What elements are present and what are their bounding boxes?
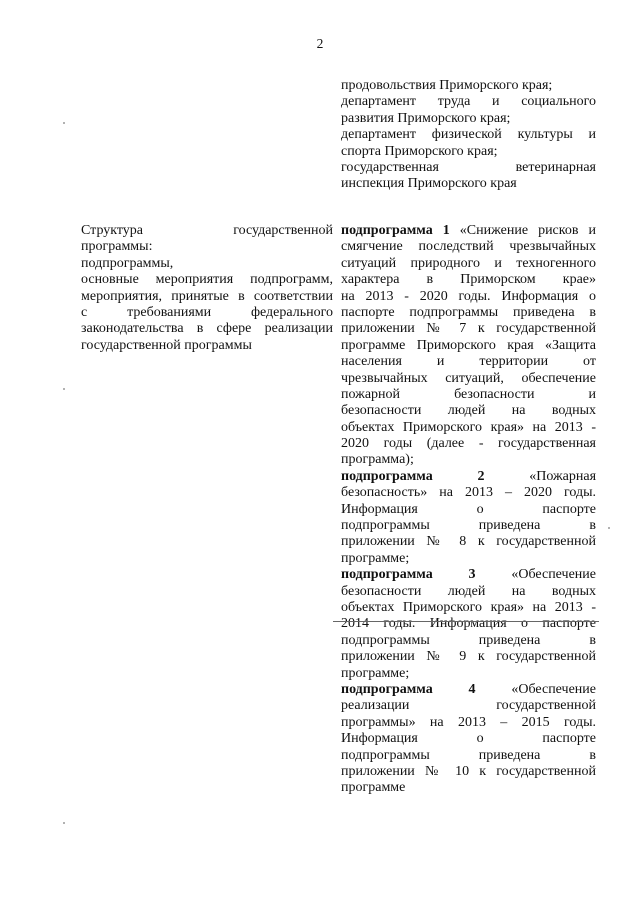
value-text: приложении № 8 к государственной (341, 534, 596, 550)
value-text: Информация о паспорте (341, 731, 596, 747)
subprogram-number: подпрограмма 4 (341, 681, 476, 697)
scan-speck (63, 822, 65, 824)
value-text: программе (341, 780, 406, 796)
value-line (341, 354, 596, 370)
value-text: паспорте подпрограммы приведена в (341, 304, 596, 320)
value-line (341, 436, 596, 452)
value-text: «Обеспечение (475, 567, 596, 583)
value-line (341, 485, 596, 501)
label-line: Структура государственной (81, 223, 333, 238)
value-text: характера в Приморском крае» (341, 272, 596, 288)
value-text: программе; (341, 665, 410, 681)
value-line (341, 387, 596, 403)
subprogram-heading-line (341, 469, 596, 485)
value-line (341, 731, 596, 747)
value-line (341, 338, 596, 354)
cell-line: инспекция Приморского края (341, 176, 517, 192)
value-text: «Пожарная (484, 468, 596, 484)
value-line (341, 534, 596, 550)
value-text: Информация о паспорте (341, 501, 596, 517)
label-line: основные мероприятия подпрограмм, (81, 272, 333, 288)
value-text: чрезвычайных ситуаций, обеспечение (341, 370, 596, 386)
value-line (341, 764, 596, 780)
value-text: 2020 годы (далее - государственная (341, 436, 596, 452)
value-line (341, 748, 596, 764)
value-line (341, 289, 596, 305)
subprogram-heading-line (341, 567, 596, 583)
value-text: подпрограммы приведена в (341, 632, 596, 648)
subprogram-heading-line (341, 682, 596, 698)
value-text: объектах Приморского края» на 2013 - (341, 599, 596, 615)
value-line (341, 321, 596, 337)
value-text: приложении № 9 к государственной (341, 649, 596, 665)
value-text: населения и территории от (341, 354, 596, 370)
value-text: ситуаций природного и техногенного (341, 255, 596, 271)
scan-speck (63, 122, 65, 124)
cell-line: департамент физической культуры и (341, 127, 596, 143)
value-line (341, 600, 596, 616)
value-text: программе; (341, 550, 410, 566)
label-line: мероприятия, принятые в соответствии (81, 288, 333, 304)
subprogram-number: подпрограмма 2 (341, 468, 485, 484)
value-text: приложении № 10 к государственной (341, 763, 596, 779)
value-text: реализации государственной (341, 698, 596, 714)
value-text: безопасности людей на водных (341, 583, 596, 599)
value-text: «Снижение рисков и (449, 223, 596, 238)
cell-line: продовольствия Приморского края; (341, 78, 553, 93)
value-line (341, 371, 596, 387)
label-line: государственной программы (81, 337, 252, 353)
value-text: программа); (341, 452, 414, 468)
value-line (341, 420, 596, 436)
value-text: смягчение последствий чрезвычайных (341, 239, 596, 255)
value-line (341, 256, 596, 272)
value-text: подпрограммы приведена в (341, 747, 596, 763)
page-number: 2 (316, 36, 324, 51)
label-line: программы: (81, 239, 153, 255)
value-text: безопасности людей на водных (341, 403, 596, 419)
scan-line-artifact (333, 621, 599, 622)
value-text: подпрограммы приведена в (341, 518, 596, 534)
cell-line: департамент труда и социального (341, 94, 596, 110)
value-line (341, 780, 596, 796)
scan-speck (63, 388, 65, 390)
value-line (341, 518, 596, 534)
value-line (341, 239, 596, 255)
subprogram-number: подпрограмма 3 (341, 567, 476, 583)
value-line (341, 616, 596, 632)
label-line: подпрограммы, (81, 255, 174, 271)
value-line (341, 452, 596, 468)
subprogram-number: подпрограмма 1 (341, 223, 450, 238)
value-text: 2014 годы. Информация о паспорте (341, 616, 596, 632)
value-line (341, 305, 596, 321)
scan-speck (608, 527, 610, 529)
value-line (341, 633, 596, 649)
structure-value (341, 223, 596, 797)
label-line: с требованиями федерального (81, 304, 333, 320)
value-line (341, 715, 596, 731)
value-line (341, 698, 596, 714)
cell-line: спорта Приморского края; (341, 143, 498, 159)
value-line (341, 649, 596, 665)
value-line (341, 272, 596, 288)
value-line (341, 551, 596, 567)
cell-line: развития Приморского края; (341, 110, 511, 126)
value-text: безопасность» на 2013 – 2020 годы. (341, 485, 596, 501)
value-text: на 2013 - 2020 годы. Информация о (341, 288, 596, 304)
value-text: пожарной безопасности и (341, 386, 596, 402)
value-line (341, 584, 596, 600)
value-line (341, 666, 596, 682)
value-text: программы» на 2013 – 2015 годы. (341, 714, 596, 730)
structure-label (81, 223, 333, 354)
value-text: «Обеспечение (475, 681, 596, 697)
value-text: объектах Приморского края» на 2013 - (341, 419, 596, 435)
value-line (341, 502, 596, 518)
previous-cell-text (341, 78, 596, 193)
value-line (341, 403, 596, 419)
cell-line: государственная ветеринарная (341, 159, 596, 175)
label-line: законодательства в сфере реализации (81, 321, 333, 337)
subprogram-heading-line (341, 223, 596, 239)
value-text: программе Приморского края «Защита (341, 337, 596, 353)
value-text: приложении № 7 к государственной (341, 321, 596, 337)
